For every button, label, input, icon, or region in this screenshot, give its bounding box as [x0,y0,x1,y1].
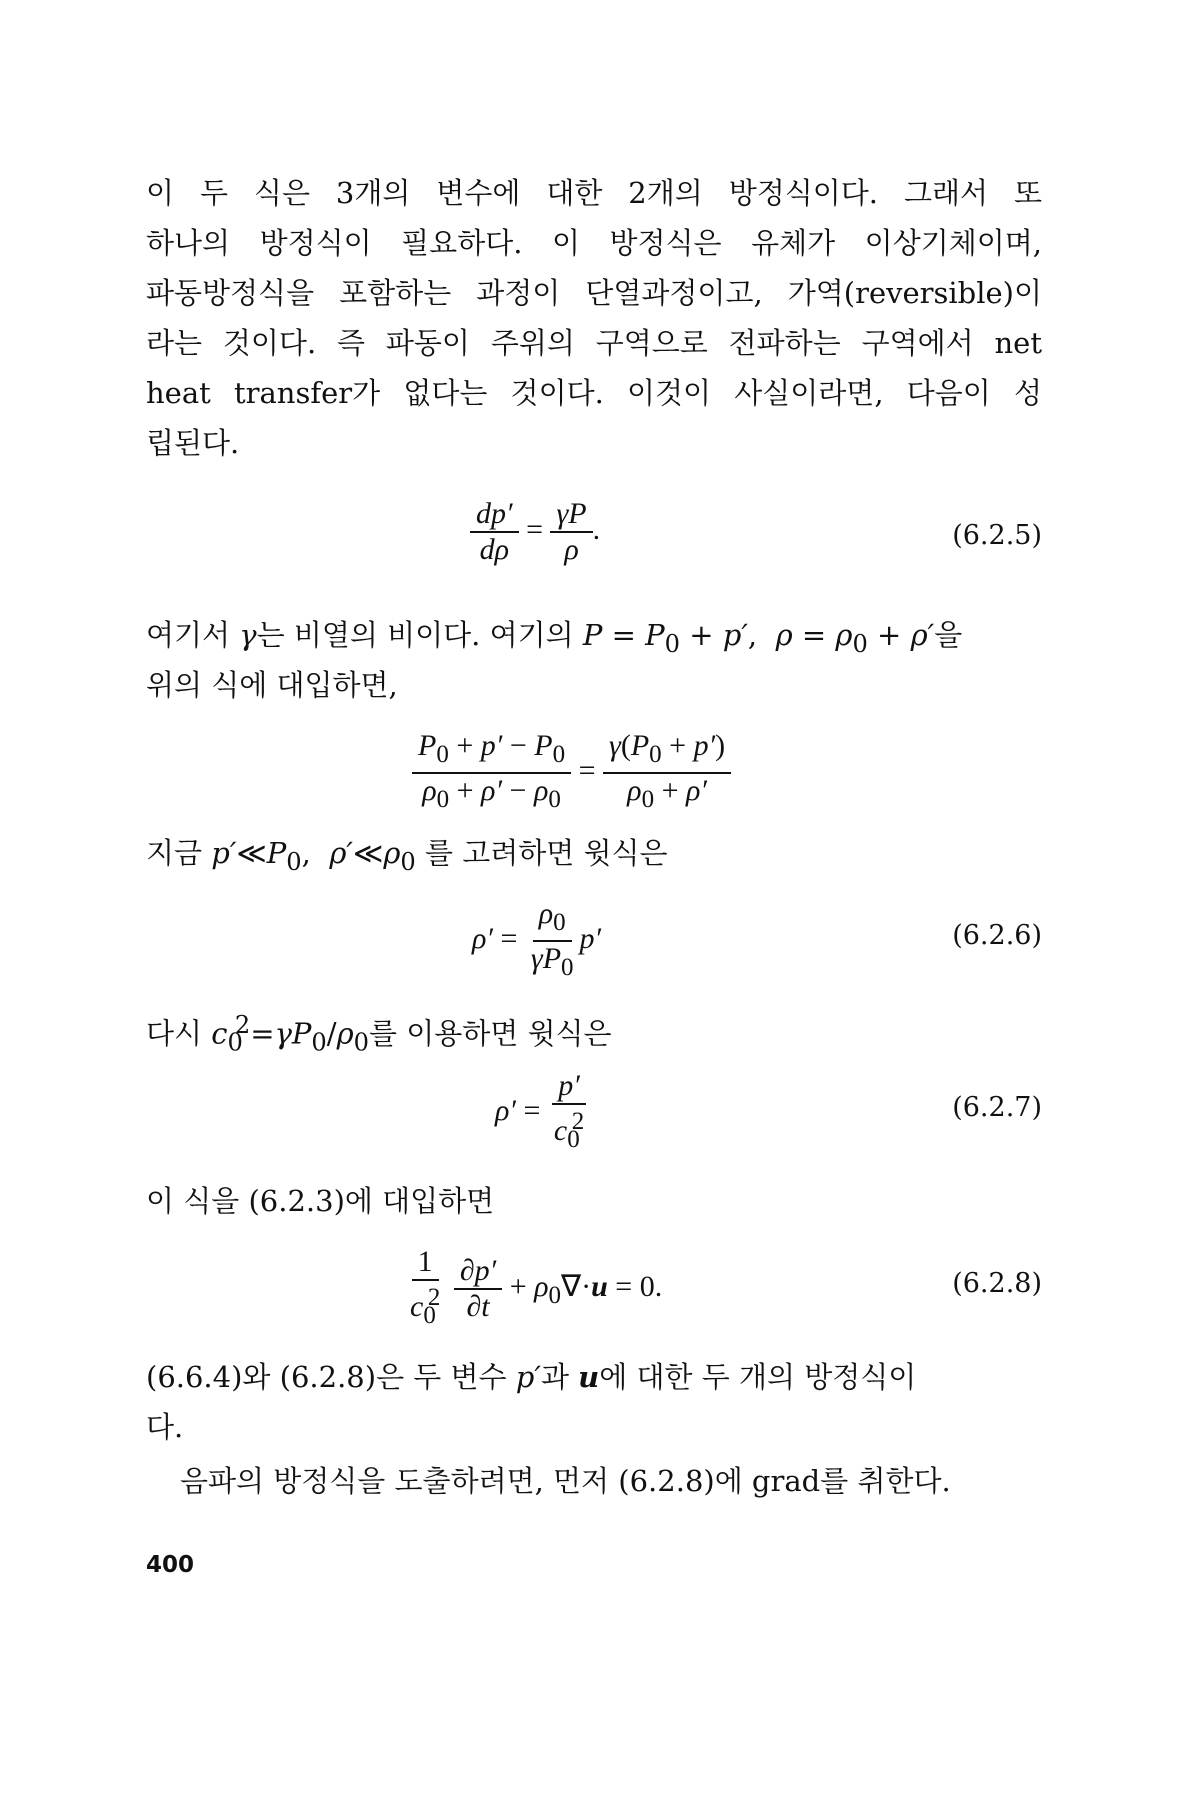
equation-number-6-2-8: (6.2.8) [952,1268,1042,1299]
equation-6-2-8: $\frac{1}{c_0^2}$ $\frac{\partial p'}{\partial t}$ + $\rho_0\nabla\cdot u = 0$. [410,1245,663,1329]
substitution-expression: P [582,618,603,652]
sound-speed-expression: c [211,1016,228,1051]
para2-line1: 여기서 γ는 비열의 비이다. 여기의 $P = P_0 + p'$, $\rho = \rho_0 + \rho'$을 [146,618,963,658]
para1-line4: 라는 것이다. 즉 파동이 주위의 구역으로 전파하는 구역에서 net [146,326,1042,360]
equation-6-2-5: $\frac{dp'}{d\rho}$ = $\frac{\gamma P}{\rho}$ . [470,498,600,566]
equation-number-6-2-5: (6.2.5) [952,520,1042,551]
para4-text-a: 다시 [146,1016,212,1051]
page-number: 400 [146,1552,195,1578]
equation-number-6-2-6: (6.2.6) [952,920,1042,951]
para1-line1: 이 두 식은 3개의 변수에 대한 2개의 방정식이다. 그래서 또 [146,176,1042,210]
variable-u: u [578,1360,600,1394]
equation-6-2-7: ρ′ = $\frac{p'}{c_0^2}$ [495,1069,585,1153]
para6-text-c: 에 대한 두 개의 방정식이 [599,1360,917,1394]
para3-text-a: 지금 [146,836,212,870]
para1-line5: heat transfer가 없다는 것이다. 이것이 사실이라면, 다음이 성 [146,376,1042,410]
para2-text-c: 을 [934,618,963,652]
para4-text-b: 를 이용하면 윗식은 [369,1016,612,1051]
para1-line2: 하나의 방정식이 필요하다. 이 방정식은 유체가 이상기체이며, [146,226,1042,260]
para6-line2: 다. [146,1410,184,1444]
equation-number-6-2-7: (6.2.7) [952,1092,1042,1123]
para3-text-b: 를 고려하면 윗식은 [415,836,668,870]
para2-text-a: 여기서 [146,618,240,652]
para6-text-b: 과 [540,1360,579,1394]
condition-expression: p′ [211,836,237,870]
para7-line: 음파의 방정식을 도출하려면, 먼저 (6.2.8)에 grad를 취한다. [180,1464,951,1498]
para5-line: 이 식을 (6.2.3)에 대입하면 [146,1184,495,1218]
para3-line: 지금 $p'≪P_0$, $\rho'≪\rho_0$ 를 고려하면 윗식은 [146,836,668,876]
para2-text-b: 는 비열의 비이다. 여기의 [256,618,583,652]
gamma-symbol: γ [239,618,257,652]
para6-text-a: (6.6.4)와 (6.2.8)은 두 변수 [146,1360,516,1394]
para1-line3: 파동방정식을 포함하는 과정이 단열과정이고, 가역(reversible)이 [146,276,1042,310]
equation-6-2-6: ρ′ = $\frac{\rho_0}{\gamma P_0}$ p′ [472,897,602,981]
para4-line: 다시 $c_0^2=\gamma P_0/\rho_0$를 이용하면 윗식은 [146,1011,612,1057]
para1-line6: 립된다. [146,426,240,460]
variable-p-prime: p′ [515,1360,541,1394]
para6-line1 [146,1352,1042,1402]
para2-line2: 위의 식에 대입하면, [146,668,398,702]
equation-substituted: $\frac{P_0 + p' - P_0}{\rho_0 + \rho' - \rho_0}$ = $\frac{\gamma(P_0 + p')}{\rho_0 + \rho'}$ [412,730,731,816]
